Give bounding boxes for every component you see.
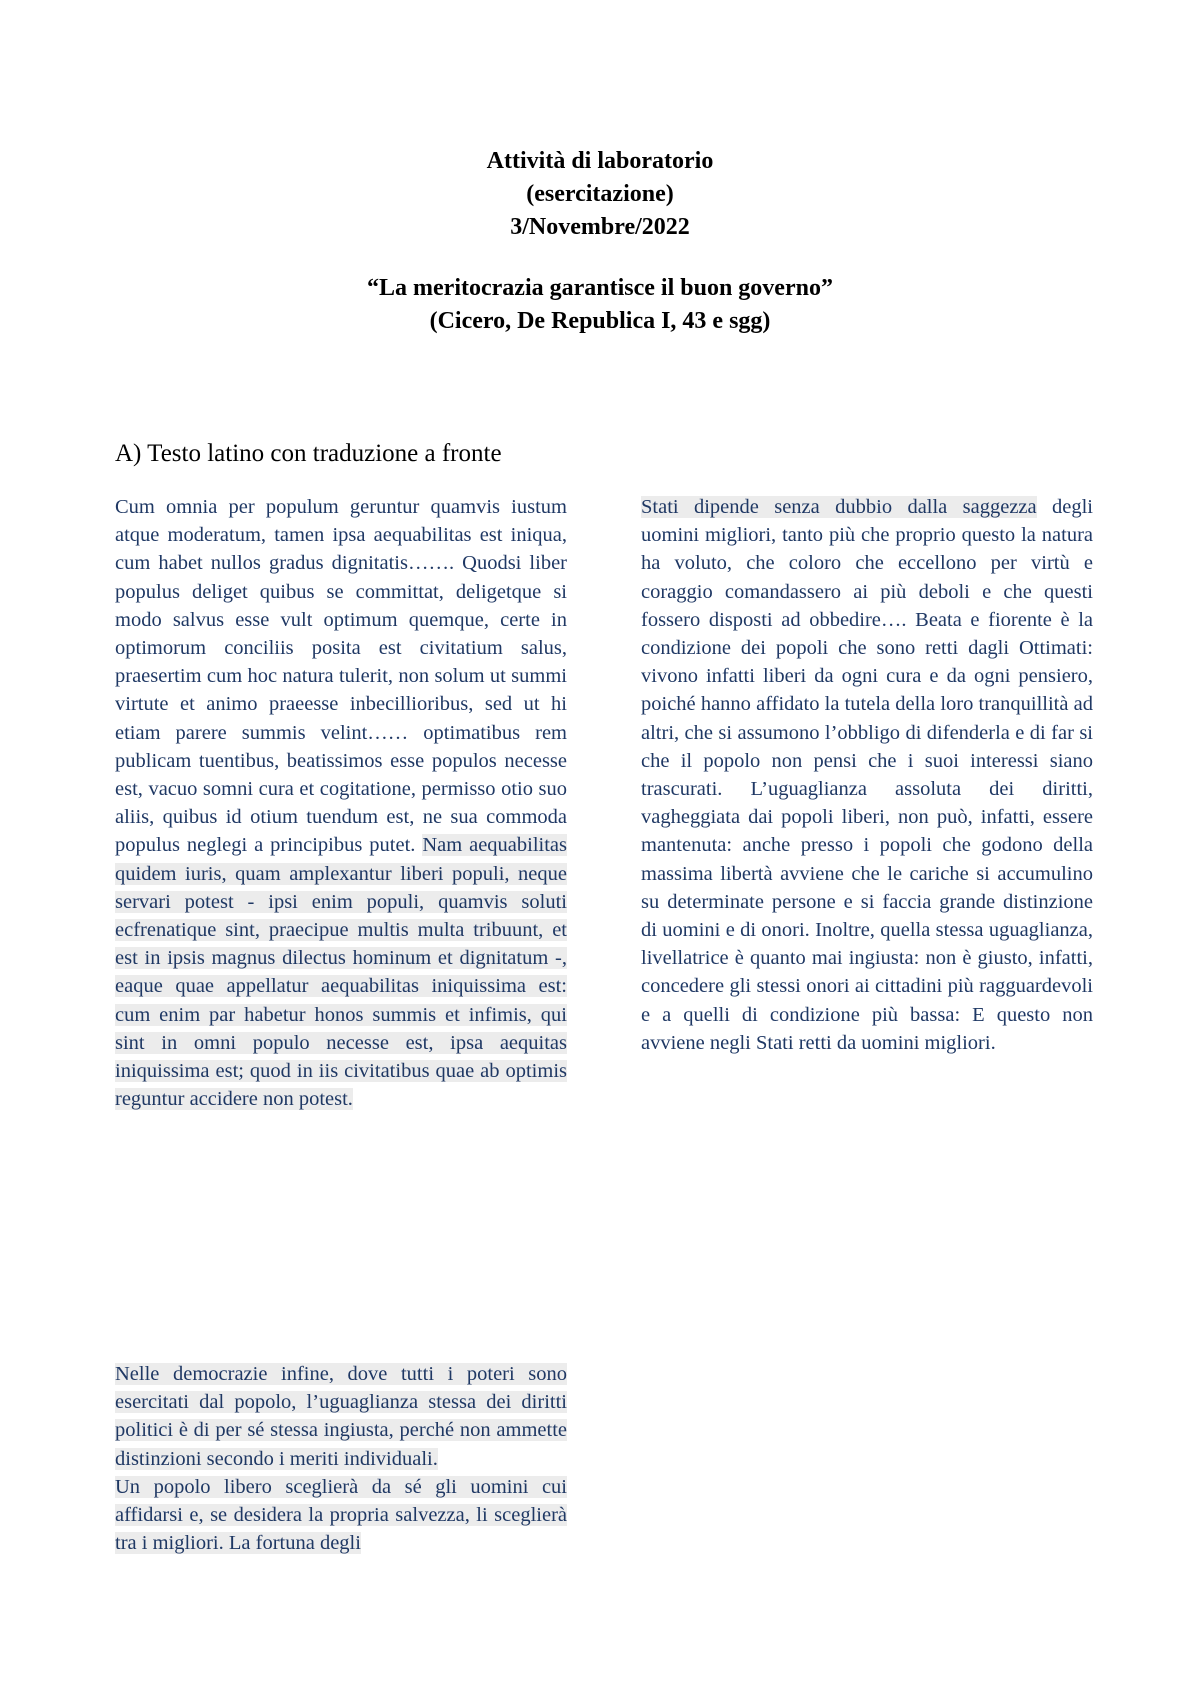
latin-text-part2-highlighted: Nam aequabilitas quidem iuris, quam amplexantur liberi populi, neque servari potest - ipsi enim populi, quamvis soluti ecfrenatique sint, praecipue multis multa tribuunt, et est in ipsis magnus dilectus hominum et dignitatum -, eaque quae appellatur aequabilitas iniquissima est: cum enim par habetur honos summis et infimis, qui sint in omni populo necesse est, ipsa aequitas iniquissima est; quod in iis civitatibus quae ab optimis reguntur accidere non potest. [115,834,568,1111]
latin-paragraph [115,493,567,1113]
title-quote: “La meritocrazia garantisce il buon governo” [367,275,833,301]
translation-bottom-paragraph-1 [115,1360,567,1473]
translation-text: degli uomini migliori, tanto più che proprio questo la natura ha voluto, che coloro che eccellono per virtù e coraggio comandassero ai più deboli e che questi fossero disposti ad obbedire…. Beata e fiorente è la condizione dei popoli che sono retti dagli Ottimati: vivono infatti liberi da ogni cura e da ogni pensiero, poiché hanno affidato la tutela della loro tranquillità ad altri, che si assumono l’obbligo di difenderla e di far si che il popolo non pensi che i suoi interessi siano trascurati. L’uguaglianza assoluta dei diritti, vagheggiata dai popoli liberi, non può, infatti, essere mantenuta: anche presso i popoli che godono della massima libertà avviene che le cariche si accumulino su determinate persone e si faccia grande distinzione di uomini e di onori. Inoltre, quella stessa uguaglianza, livellatrice è quanto mai ingiusta: non è giusto, infatti, concedere gli stessi onori ai cittadini più ragguardevoli e a quelli di condizione più bassa: E questo non avviene negli Stati retti da uomini migliori. [641,496,1093,1054]
title-line-date: 3/Novembre/2022 [510,214,690,240]
translation-paragraph [641,493,1093,1057]
translation-bottom-column [115,1360,567,1557]
title-line-activity: Attività di laboratorio [486,148,714,174]
translation-bottom-text-2: Un popolo libero sceglierà da sé gli uomini cui affidarsi e, se desidera la propria salvezza, li sceglierà tra i migliori. La fortuna degli [115,1475,567,1555]
translation-bottom-text-1: Nelle democrazie infine, dove tutti i poteri sono esercitati dal popolo, l’uguaglianza stessa dei diritti politici è di per sé stessa ingiusta, perché non ammette distinzioni secondo i meriti individuali. [115,1363,567,1470]
title-block [0,145,1200,338]
latin-text-part1: Cum omnia per populum geruntur quamvis iustum atque moderatum, tamen ipsa aequabilitas est iniqua, cum habet nullos gradus dignitatis……. Quodsi liber populus deliget quibus se committat, deligetque si modo salvus esse vult optimum quemque, certe in optimorum conciliis posita est civitatium salus, praesertim cum hoc natura tulerit, non solum ut summi virtute et animo praeesse inbecillioribus, sed ut hi etiam parere summis velint…… optimatibus rem publicam tuentibus, beatissimos esse populos necesse est, vacuo somni cura et cogitatione, permisso otio suo aliis, quibus id otium tuendum est, ne sua commoda populus neglegi a principibus putet. [115,496,567,857]
translation-bottom-paragraph-2 [115,1473,567,1558]
latin-text-column [115,493,567,1113]
title-line-exercise: (esercitazione) [526,181,674,207]
translation-first-line-highlighted: Stati dipende senza dubbio dalla saggezza [641,496,1037,518]
title-source: (Cicero, De Republica I, 43 e sgg) [429,308,771,334]
translation-right-column [641,493,1093,1057]
section-heading: A) Testo latino con traduzione a fronte [115,440,502,467]
